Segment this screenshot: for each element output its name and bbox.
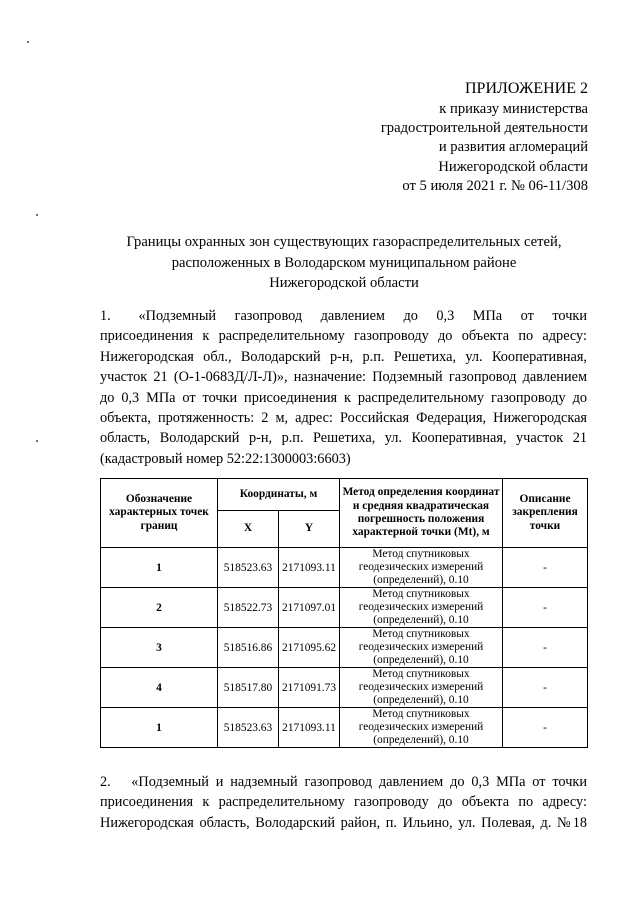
y-cell: 2171093.11 <box>279 548 340 588</box>
appendix-line: и развития агломераций <box>438 139 588 156</box>
header-x: X <box>218 511 279 548</box>
x-cell: 518522.73 <box>218 588 279 628</box>
title-line: расположенных в Володарском муниципальном районе <box>171 254 517 271</box>
point-cell: 1 <box>101 708 218 748</box>
method-cell: Метод спутниковых геодезических измерений (определений), 0.10 <box>340 628 503 668</box>
paragraph-line: Нижегородская область, Володарский район, п. Ильино, ул. Полевая, д. №18 <box>100 814 587 831</box>
header-method: Метод определения координат и средняя квадратическая погрешность положения характерной точки (Mt), м <box>340 479 503 548</box>
paragraph-line: присоединения к распределительному газопроводу до объекта по адресу: <box>100 794 587 811</box>
method-cell: Метод спутниковых геодезических измерений (определений), 0.10 <box>340 588 503 628</box>
paragraph-line: 2. «Подземный и надземный газопровод давлением до 0,3 МПа от точки <box>100 774 587 790</box>
document-title <box>100 232 588 294</box>
scan-speck <box>27 41 29 43</box>
method-cell: Метод спутниковых геодезических измерений (определений), 0.10 <box>340 668 503 708</box>
appendix-block <box>381 79 588 196</box>
paragraph-line: область, Володарский р-н, р.п. Решетиха, ул. Кооперативная, участок 21 <box>100 430 587 447</box>
table-row <box>101 548 588 588</box>
table-row <box>101 628 588 668</box>
point-cell: 2 <box>101 588 218 628</box>
paragraph-line: (кадастровый номер 52:22:1300003:6603) <box>100 450 351 467</box>
paragraph-line: присоединения к распределительному газопроводу до объекта по адресу: <box>100 328 587 345</box>
x-cell: 518523.63 <box>218 548 279 588</box>
point-cell: 4 <box>101 668 218 708</box>
header-point: Обозначение характерных точек границ <box>101 479 218 548</box>
appendix-line: градостроительной деятельности <box>380 120 588 137</box>
section-2-paragraph <box>100 772 587 833</box>
method-cell: Метод спутниковых геодезических измерений (определений), 0.10 <box>340 708 503 748</box>
description-cell: - <box>503 628 588 668</box>
table-row <box>101 668 588 708</box>
y-cell: 2171095.62 <box>279 628 340 668</box>
header-y: Y <box>279 511 340 548</box>
x-cell: 518516.86 <box>218 628 279 668</box>
appendix-line: к приказу министерства <box>439 101 588 117</box>
scan-speck <box>36 440 38 442</box>
coordinates-table <box>100 478 588 748</box>
paragraph-line: участок 21 (О-1-0683Д/Л-Л)», назначение: Подземный газопровод давлением <box>100 369 587 386</box>
point-cell: 3 <box>101 628 218 668</box>
header-description: Описание закрепления точки <box>503 479 588 548</box>
y-cell: 2171091.73 <box>279 668 340 708</box>
paragraph-line: до 0,3 МПа от точки присоединения к распределительному газопроводу до <box>100 389 587 406</box>
title-line: Границы охранных зон существующих газораспределительных сетей, <box>126 234 562 250</box>
appendix-line: Нижегородской области <box>438 158 588 175</box>
table-row <box>101 708 588 748</box>
table-row <box>101 588 588 628</box>
appendix-line: от 5 июля 2021 г. № 06-11/308 <box>402 177 588 194</box>
x-cell: 518523.63 <box>218 708 279 748</box>
header-coordinates: Координаты, м <box>218 479 340 511</box>
point-cell: 1 <box>101 548 218 588</box>
description-cell: - <box>503 708 588 748</box>
paragraph-line: объекта, протяженность: 2 м, адрес: Российская Федерация, Нижегородская <box>100 410 587 427</box>
appendix-heading: ПРИЛОЖЕНИЕ 2 <box>464 80 588 97</box>
title-line: Нижегородской области <box>269 275 419 291</box>
paragraph-line: 1. «Подземный газопровод давлением до 0,3 МПа от точки <box>100 308 587 324</box>
x-cell: 518517.80 <box>218 668 279 708</box>
description-cell: - <box>503 668 588 708</box>
y-cell: 2171093.11 <box>279 708 340 748</box>
method-cell: Метод спутниковых геодезических измерений (определений), 0.10 <box>340 548 503 588</box>
y-cell: 2171097.01 <box>279 588 340 628</box>
section-1-paragraph <box>100 306 587 469</box>
description-cell: - <box>503 548 588 588</box>
description-cell: - <box>503 588 588 628</box>
paragraph-line: Нижегородская обл., Володарский р-н, р.п. Решетиха, ул. Кооперативная, <box>100 348 587 365</box>
scan-speck <box>36 214 38 216</box>
